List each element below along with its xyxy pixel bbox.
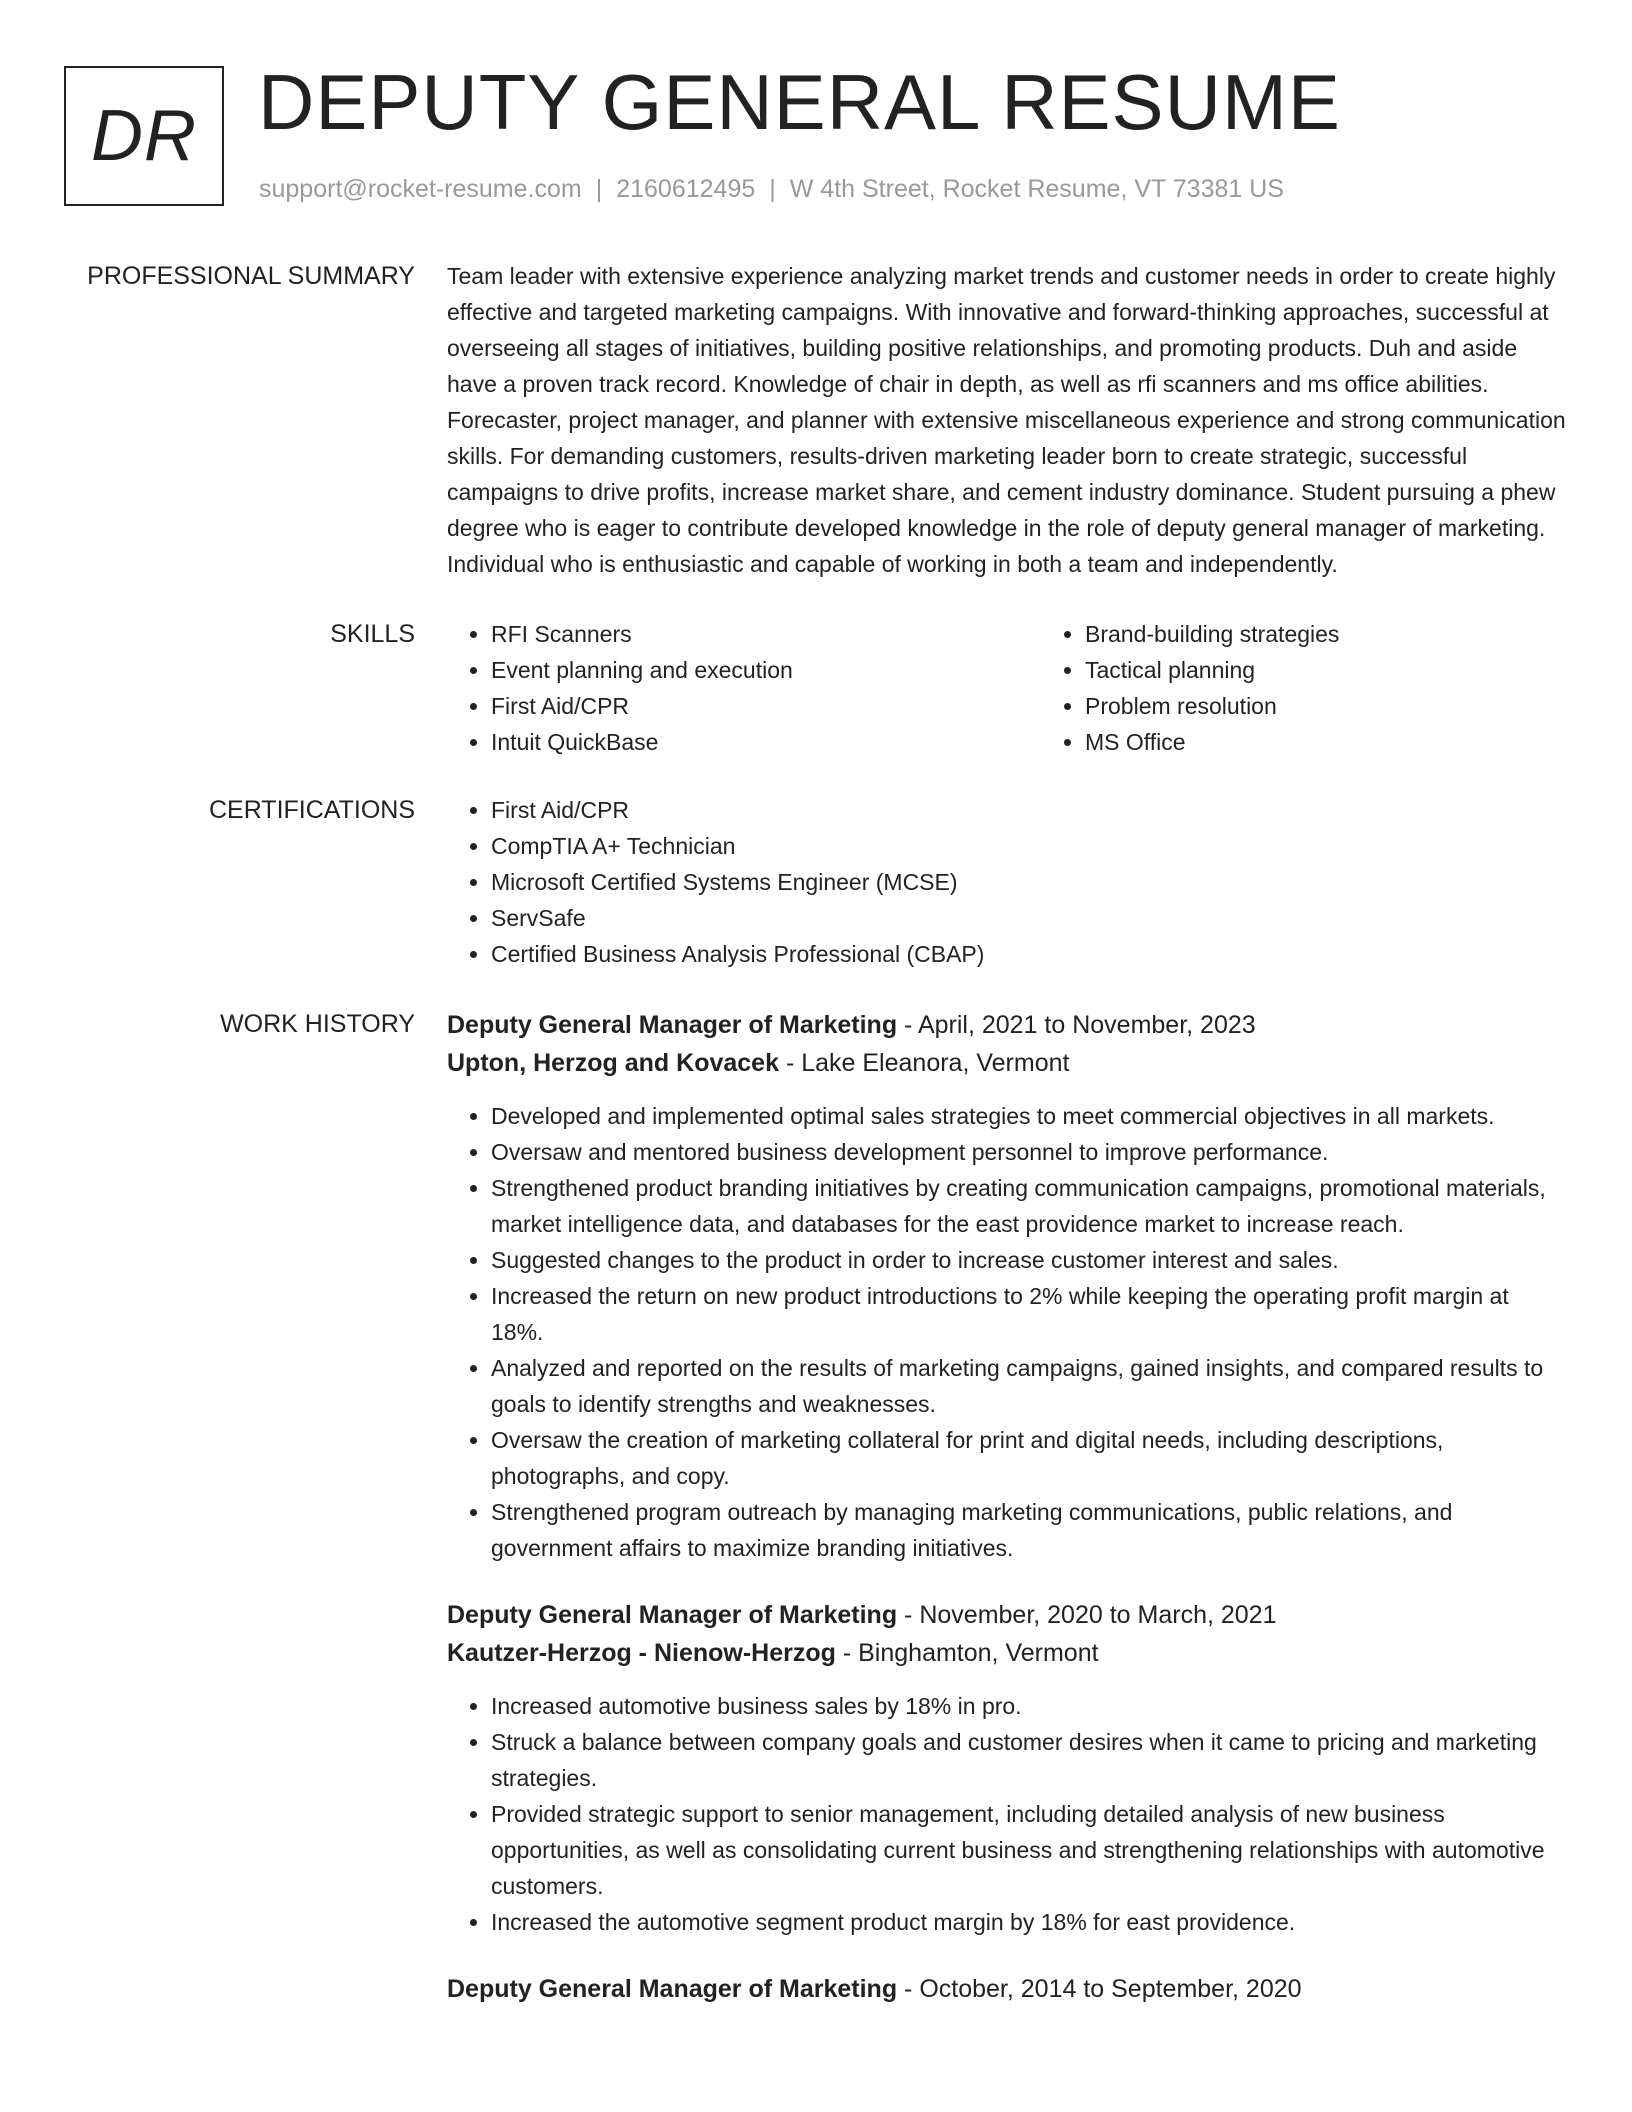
list-item: • CompTIA A+ Technician	[491, 828, 1567, 864]
job-location: - Lake Eleanora, Vermont	[779, 1049, 1070, 1077]
contact-line	[259, 175, 1284, 204]
list-item: • Increased the return on new product introductions to 2% while keeping the operating profit margin at 18%.	[491, 1278, 1567, 1350]
monogram-initials: DR	[91, 96, 197, 176]
list-item: • First Aid/CPR	[491, 792, 1567, 828]
summary-text: Team leader with extensive experience analyzing market trends and customer needs in order to create highly effective and targeted marketing campaigns. With innovative and forward-thinking approaches, successful at overseeing all stages of initiatives, building positive relationships, and promoting products. Duh and aside have a proven track record. Knowledge of chair in depth, as well as rfi scanners and ms office abilities. Forecaster, project manager, and planner with extensive miscellaneous experience and strong communication skills. For demanding customers, results-driven marketing leader born to create strategic, successful campaigns to drive profits, increase market share, and cement industry dominance. Student pursuing a phew degree who is eager to contribute developed knowledge in the role of deputy general manager of marketing. Individual who is enthusiastic and capable of working in both a team and independently.	[447, 263, 1566, 577]
section-label: SKILLS	[330, 620, 415, 648]
skills-list-right	[1041, 616, 1632, 760]
job-title: Deputy General Manager of Marketing	[447, 1975, 898, 2003]
job-title-line	[447, 1596, 1567, 1634]
list-item: • First Aid/CPR	[491, 688, 1041, 724]
list-item: • MS Office	[1085, 724, 1632, 760]
job-company-line	[447, 1044, 1567, 1082]
job-entry	[447, 1970, 1567, 2008]
list-item: • Tactical planning	[1085, 652, 1632, 688]
resume-title: DEPUTY GENERAL RESUME	[258, 58, 1341, 146]
list-item: • Provided strategic support to senior management, including detailed analysis of new business opportunities, as well as consolidating current business and strengthening relationships with automotive customers.	[491, 1796, 1567, 1904]
list-item: • Certified Business Analysis Professional (CBAP)	[491, 936, 1567, 972]
resume-body	[0, 258, 1632, 2008]
contact-phone[interactable]: 2160612495	[616, 175, 756, 203]
list-item: • Oversaw the creation of marketing collateral for print and digital needs, including descriptions, photographs, and copy.	[491, 1422, 1567, 1494]
job-bullets	[447, 1688, 1567, 1940]
job-location: - Binghamton, Vermont	[835, 1639, 1099, 1667]
list-item: • RFI Scanners	[491, 616, 1041, 652]
skills-section	[0, 616, 1632, 760]
list-item: • Oversaw and mentored business development personnel to improve performance.	[491, 1134, 1567, 1170]
section-label: PROFESSIONAL SUMMARY	[87, 262, 415, 290]
contact-separator: |	[595, 175, 603, 203]
contact-email[interactable]: support@rocket-resume.com	[259, 175, 582, 203]
list-item: • Microsoft Certified Systems Engineer (MCSE)	[491, 864, 1567, 900]
list-item: • Strengthened program outreach by managing marketing communications, public relations, and government affairs to maximize branding initiatives.	[491, 1494, 1567, 1566]
work-history-section	[0, 1006, 1632, 2008]
list-item: • Developed and implemented optimal sales strategies to meet commercial objectives in all markets.	[491, 1098, 1567, 1134]
list-item: • Event planning and execution	[491, 652, 1041, 688]
list-item: • Problem resolution	[1085, 688, 1632, 724]
list-item: • Strengthened product branding initiatives by creating communication campaigns, promotional materials, market intelligence data, and databases for the east providence market to increase reach.	[491, 1170, 1567, 1242]
job-entry	[447, 1596, 1567, 1940]
section-label: WORK HISTORY	[220, 1010, 415, 1038]
list-item: • Brand-building strategies	[1085, 616, 1632, 652]
certifications-list	[447, 792, 1567, 972]
job-company: Kautzer-Herzog - Nienow-Herzog	[447, 1639, 836, 1667]
contact-separator: |	[769, 175, 776, 203]
list-item: • Suggested changes to the product in order to increase customer interest and sales.	[491, 1242, 1567, 1278]
job-company: Upton, Herzog and Kovacek	[447, 1049, 779, 1077]
monogram-logo	[64, 66, 224, 206]
section-label: CERTIFICATIONS	[208, 796, 415, 824]
list-item: • Increased automotive business sales by 18% in pro.	[491, 1688, 1567, 1724]
list-item: • Struck a balance between company goals and customer desires when it came to pricing and marketing strategies.	[491, 1724, 1567, 1796]
job-company-line	[447, 1634, 1567, 1672]
job-dates: - October, 2014 to September, 2020	[897, 1975, 1302, 2003]
job-dates: - April, 2021 to November, 2023	[897, 1011, 1256, 1039]
job-entry	[447, 1006, 1567, 1566]
list-item: • Increased the automotive segment product margin by 18% for east providence.	[491, 1904, 1567, 1940]
job-dates: - November, 2020 to March, 2021	[897, 1601, 1277, 1629]
skills-list-left	[447, 616, 1041, 760]
job-title: Deputy General Manager of Marketing	[447, 1011, 898, 1039]
job-bullets	[447, 1098, 1567, 1566]
summary-section	[0, 258, 1632, 582]
job-title-line	[447, 1006, 1567, 1044]
contact-address: W 4th Street, Rocket Resume, VT 73381 US	[789, 175, 1284, 203]
job-title-line	[447, 1970, 1567, 2008]
list-item: • Analyzed and reported on the results of marketing campaigns, gained insights, and compared results to goals to identify strengths and weaknesses.	[491, 1350, 1567, 1422]
certifications-section	[0, 792, 1632, 972]
list-item: • Intuit QuickBase	[491, 724, 1041, 760]
list-item: • ServSafe	[491, 900, 1567, 936]
job-title: Deputy General Manager of Marketing	[447, 1601, 898, 1629]
